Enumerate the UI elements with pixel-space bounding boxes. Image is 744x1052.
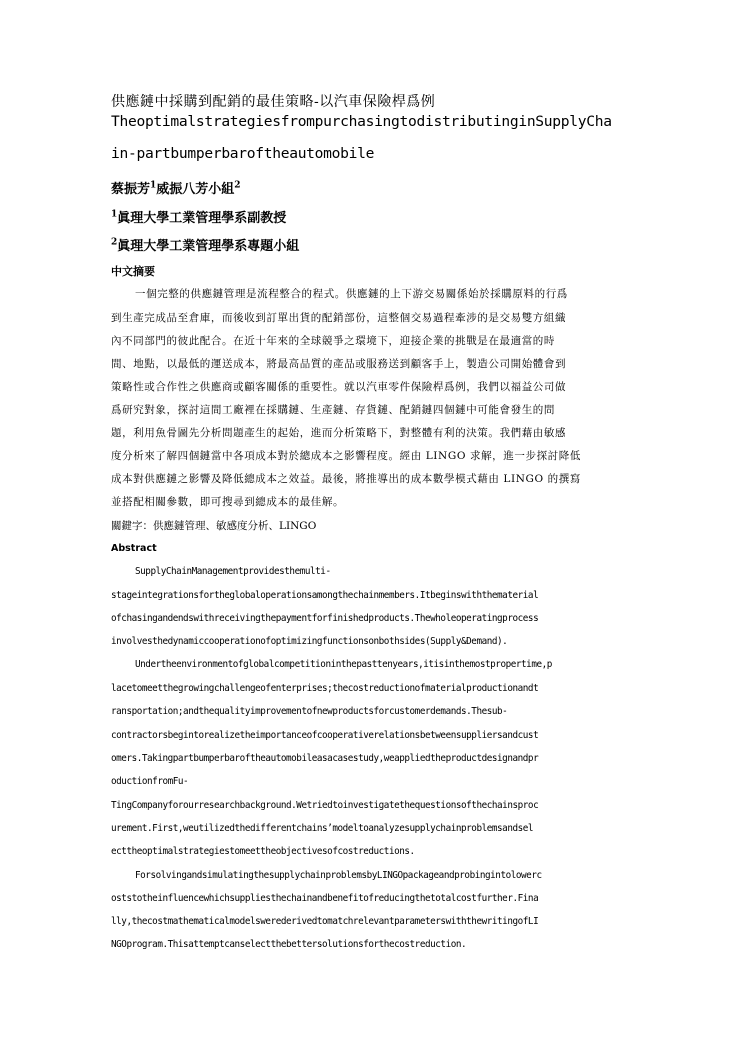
abstract-zh-line: 一個完整的供應鏈管理是流程整合的程式。供應鏈的上下游交易關係始於採購原料的行爲 (135, 288, 568, 300)
abstract-en-line: SupplyChainManagementprovidesthemulti- (135, 566, 331, 577)
abstract-zh-line: 題，利用魚骨圖先分析問題產生的起始，進而分析策略下，對整體有利的決策。我們藉由敏感 (111, 427, 567, 439)
abstract-zh-line: 間、地點，以最低的運送成本，將最高品質的產品或服務送到顧客手上，製造公司開始體會到 (111, 358, 567, 370)
abstract-en-line: ransportation;andthequalityimprovementofnewproductsforcustomerdemands.Thesub- (111, 706, 508, 717)
english-title-line-1: TheoptimalstrategiesfrompurchasingtodistributinginSupplyCha (111, 113, 612, 130)
abstract-zh-line: 策略性或合作性之供應商或顧客關係的重要性。就以汽車零件保險桿爲例，我們以福益公司做 (111, 381, 567, 393)
abstract-zh-line: 到生產完成品至倉庫，而後收到訂單出貨的配銷部份，這整個交易過程牽涉的是交易雙方組織 (111, 312, 567, 324)
author-list (111, 178, 241, 197)
abstract-zh-line: 成本對供應鏈之影響及降低總成本之效益。最後，將推導出的成本數學模式藉由 LINGO 的撰寫 (111, 473, 581, 485)
english-title-line-2: in-partbumperbaroftheautomobile (111, 145, 375, 162)
abstract-en-line: ForsolvingandsimulatingthesupplychainproblemsbyLINGOpackageandprobingintolowerc (135, 870, 542, 881)
chinese-abstract-heading: 中文摘要 (111, 265, 155, 278)
affiliation-text: 眞理大學工業管理學系專題小組 (117, 239, 300, 254)
abstract-en-line: ecttheoptimalstrategiestomeettheobjectivesofcostreductions. (111, 846, 415, 857)
chinese-title: 供應鏈中採購到配銷的最佳策略-以汽車保險桿爲例 (111, 94, 436, 110)
abstract-en-line: omers.Takingpartbumperbaroftheautomobileasacasestudy,weappliedtheproductdesignandpr (111, 753, 539, 764)
affiliation-superscript: 1 (111, 209, 118, 220)
author-superscript: 2 (234, 180, 241, 191)
abstract-en-line: oductionfromFu- (111, 776, 189, 787)
abstract-en-line: Undertheenvironmentofglobalcompetitioninthepasttenyears,itisinthemostpropertime,p (135, 659, 552, 670)
abstract-zh-line: 度分析來了解四個鏈當中各項成本對於總成本之影響程度。經由 LINGO 求解，進一步探討降低 (111, 450, 581, 462)
abstract-en-line: contractorsbegintorealizetheimportanceofcooperativerelationsbetweensuppliersandcust (111, 730, 539, 741)
author-name: 蔡振芳 (111, 182, 151, 197)
abstract-en-line: TingCompanyforourresearchbackground.Wetriedtoinvestigatethequestionsofthechainsproc (111, 800, 539, 811)
abstract-en-line: oststotheinfluencewhichsuppliesthechainandbenefitofreducingthetotalcostfurther.Fina (111, 893, 539, 904)
affiliation-1 (111, 207, 286, 226)
abstract-en-line: lly,thecostmathematicalmodelswerederivedtomatchrelevantparameterswiththewritingofLI (111, 916, 539, 927)
english-abstract-heading: Abstract (111, 543, 157, 554)
author-name: 威振八芳小組 (156, 182, 235, 197)
author-superscript: 1 (150, 180, 157, 191)
affiliation-2 (111, 235, 299, 254)
abstract-en-line: ofchasingandendswithreceivingthepaymentforfinishedproducts.Thewholeoperatingprocess (111, 613, 539, 624)
abstract-en-line: NGOprogram.Thisattemptcanselectthebettersolutionsforthecostreduction. (111, 939, 467, 950)
affiliation-text: 眞理大學工業管理學系副教授 (117, 211, 287, 226)
keywords-line: 關鍵字：供應鏈管理、敏感度分析、LINGO (111, 520, 317, 532)
abstract-en-line: involvesthedynamiccooperationofoptimizingfunctionsonbothsides(Supply&Demand). (111, 636, 508, 647)
abstract-zh-line: 內不同部門的彼此配合。在近十年來的全球競爭之環境下，迎接企業的挑戰是在最適當的時 (111, 335, 555, 347)
abstract-en-line: lacetomeetthegrowingchallengeofenterprises;thecostreductionofmaterialproductionandt (111, 683, 539, 694)
abstract-en-line: urement.First,weutilizedthedifferentchains’modeltoanalyzesupplychainproblemsandsel (111, 823, 534, 834)
affiliation-superscript: 2 (111, 237, 118, 248)
abstract-zh-line: 爲研究對象，探討這間工廠裡在採購鏈、生產鏈、存貨鏈、配銷鏈四個鏈中可能會發生的問 (111, 404, 555, 416)
abstract-zh-line: 並搭配相關參數，即可搜尋到總成本的最佳解。 (111, 496, 345, 508)
abstract-en-line: stageintegrationsfortheglobaloperationsamongthechainmembers.Itbeginswiththematerial (111, 590, 539, 601)
